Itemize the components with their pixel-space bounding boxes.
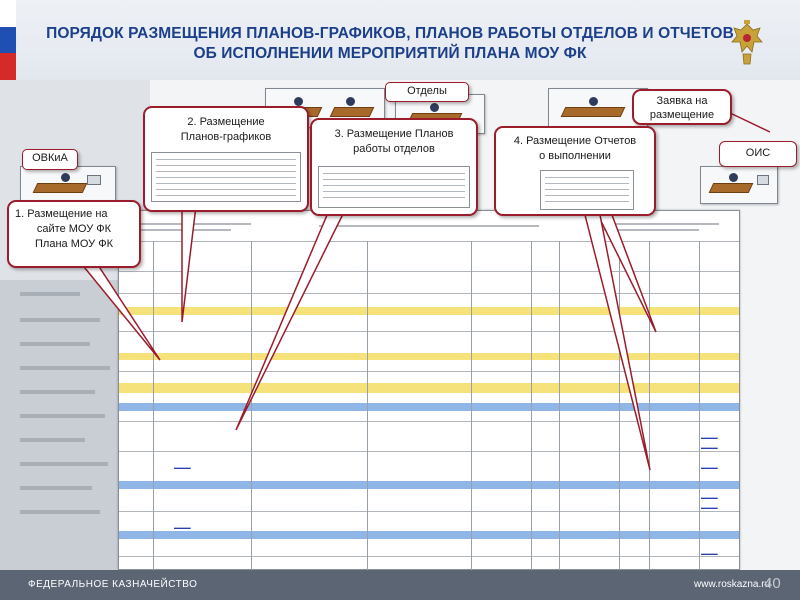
doc-link-placeholder[interactable]: ______ — [701, 433, 718, 439]
callout-step-1-line-3: Плана МОУ ФК — [35, 238, 113, 250]
footer-website-link[interactable]: www.roskazna.ru — [694, 579, 771, 590]
doc-link-placeholder[interactable]: ______ — [174, 463, 191, 469]
doc-link-placeholder[interactable]: ______ — [701, 463, 718, 469]
callout-step-1-line-2: сайте МОУ ФК — [36, 223, 112, 235]
callout-step-2-line-1: 2. Размещение — [187, 116, 265, 128]
label-zayavka-line-1: Заявка на — [656, 95, 708, 107]
doc-link-placeholder[interactable]: ______ — [701, 493, 718, 499]
label-ovkia-text: ОВКиА — [32, 152, 68, 164]
callout-step-2-line-2: Планов-графиков — [180, 131, 272, 143]
callout-step-3-line-1: 3. Размещение Планов — [334, 128, 454, 140]
slide-title-line-2: ОБ ИСПОЛНЕНИИ МЕРОПРИЯТИЙ ПЛАНА МОУ ФК — [193, 45, 587, 62]
callout-step-3-line-2: работы отделов — [353, 143, 435, 155]
mini-doc-department-plan — [318, 166, 470, 208]
doc-link-placeholder[interactable]: ______ — [701, 443, 718, 449]
doc-link-placeholder[interactable]: ______ — [701, 549, 718, 555]
callout-step-2 — [143, 106, 309, 212]
callout-step-1 — [7, 200, 141, 268]
slide-title-line-1: ПОРЯДОК РАЗМЕЩЕНИЯ ПЛАНОВ-ГРАФИКОВ, ПЛАНОВ РАБОТЫ ОТДЕЛОВ И ОТЧЕТОВ — [46, 25, 734, 42]
callout-step-4-line-2: о выполнении — [539, 150, 611, 162]
slide-footer — [0, 570, 800, 600]
doc-link-placeholder[interactable]: ______ — [701, 503, 718, 509]
mini-doc-plan-graph — [151, 152, 301, 202]
label-ois — [719, 141, 797, 167]
callout-step-3 — [310, 118, 478, 216]
doc-link-placeholder[interactable]: ______ — [174, 523, 191, 529]
page-number: 40 — [764, 575, 781, 592]
label-ovkia — [22, 149, 78, 170]
label-ois-text: ОИС — [745, 147, 771, 159]
callout-step-4-line-1: 4. Размещение Отчетов — [513, 135, 637, 147]
label-otdely-text: Отделы — [407, 85, 447, 97]
callout-step-1-line-1: 1. Размещение на — [15, 208, 108, 220]
label-otdely — [385, 82, 469, 102]
mini-doc-report — [540, 170, 634, 210]
callout-step-4 — [494, 126, 656, 216]
label-zayavka-line-2: размещение — [649, 109, 715, 121]
footer-organization: ФЕДЕРАЛЬНОЕ КАЗНАЧЕЙСТВО — [28, 579, 198, 590]
label-zayavka — [632, 89, 732, 125]
